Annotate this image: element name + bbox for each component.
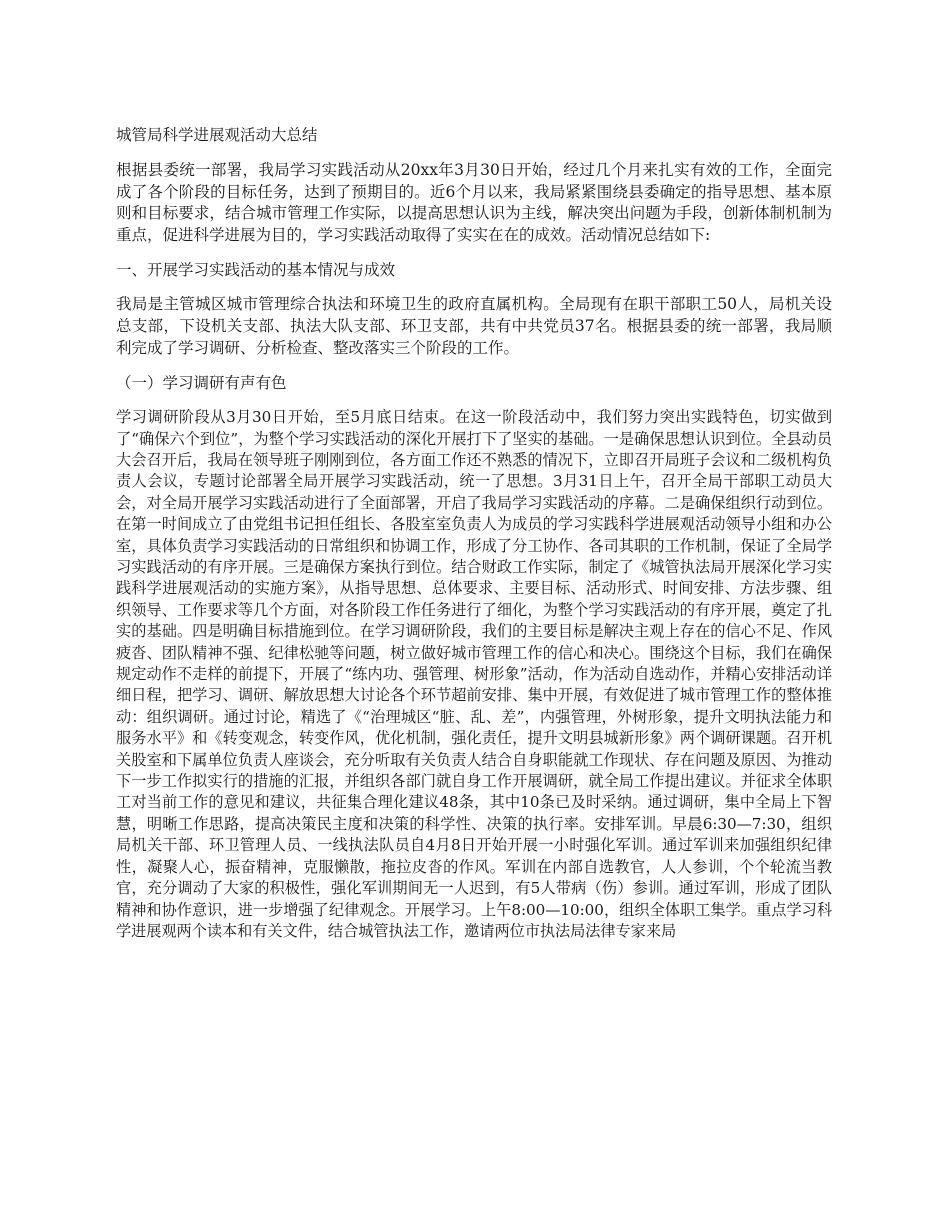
document-title: 城管局科学进展观活动大总结 xyxy=(116,126,318,144)
document-page xyxy=(116,122,832,953)
section-paragraph: 我局是主管城区城市管理综合执法和环境卫生的政府直属机构。全局现有在职干部职工50人，局机关设总支部，下设机关支部、执法大队支部、环卫支部，共有中共党员37名。根据县委的统一部署，我局顺利完成了学习调研、分析检查、整改落实三个阶段的工作。 xyxy=(116,295,832,357)
intro-paragraph: 根据县委统一部署，我局学习实践活动从20xx年3月30日开始，经过几个月来扎实有效的工作，全面完成了各个阶段的目标任务，达到了预期目的。近6个月以来，我局紧紧围绕县委确定的指导思想、基本原则和目标要求，结合城市管理工作实际，以提高思想认识为主线，解决突出问题为手段，创新体制机制为重点，促进科学进展为目的，学习实践活动取得了实实在在的成效。活动情况总结如下: xyxy=(116,161,832,244)
subsection-heading: （一）学习调研有声有色 xyxy=(116,374,287,393)
section-heading: 一、开展学习实践活动的基本情况与成效 xyxy=(116,261,396,280)
subsection-paragraph: 学习调研阶段从3月30日开始，至5月底日结束。在这一阶段活动中，我们努力突出实践特色，切实做到了“确保六个到位”，为整个学习实践活动的深化开展打下了坚实的基础。一是确保思想认识到位。全县动员大会召开后，我局在领导班子刚刚到位，各方面工作还不熟悉的情况下，立即召开局班子会议和二级机构负责人会议，专题讨论部署全局开展学习实践活动，统一了思想。3月31日上午，召开全局干部职工动员大会，对全局开展学习实践活动进行了全面部署，开启了我局学习实践活动的序幕。二是确保组织行动到位。在第一时间成立了由党组书记担任组长、各股室室负责人为成员的学习实践科学进展观活动领导小组和办公室，具体负责学习实践活动的日常组织和协调工作，形成了分工协作、各司其职的工作机制，保证了全局学习实践活动的有序开展。三是确保方案执行到位。结合财政工作实际，制定了《城管执法局开展深化学习实践科学进展观活动的实施方案》，从指导思想、总体要求、主要目标、活动形式、时间安排、方法步骤、组织领导、工作要求等几个方面，对各阶段工作任务进行了细化，为整个学习实践活动的有序开展，奠定了扎实的基础。四是明确目标措施到位。在学习调研阶段，我们的主要目标是解决主观上存在的信心不足、作风疲沓、团队精神不强、纪律松驰等问题，树立做好城市管理工作的信心和决心。围绕这个目标，我们在确保规定动作不走样的前提下，开展了“练内功、强管理、树形象”活动，作为活动自选动作，并精心安排活动详细日程，把学习、调研、解放思想大讨论各个环节超前安排、集中开展，有效促进了城市管理工作的整体推动：组织调研。通过讨论，精选了《“治理城区“脏、乱、差”，内强管理，外树形象，提升文明执法能力和服务水平》和《转变观念，转变作风，优化机制，强化责任，提升文明县城新形象》两个调研课题。召开机关股室和下属单位负责人座谈会，充分听取有关负责人结合自身职能就工作现状、存在问题及原因、为推动下一步工作拟实行的措施的汇报，并组织各部门就自身工作开展调研，就全局工作提出建议。并征求全体职工对当前工作的意见和建议，共征集合理化建议48条，其中10条已及时采纳。通过调研，集中全局上下智慧，明晰工作思路，提高决策民主度和决策的科学性、决策的执行率。安排军训。早晨6:30—7:30，组织局机关干部、环卫管理人员、一线执法队员自4月8日开始开展一小时强化军训。通过军训来加强组织纪律性，凝聚人心，振奋精神，克服懒散，拖拉皮沓的作风。军训在内部自选教官，人人参训，个个轮流当教官，充分调动了大家的积极性，强化军训期间无一人迟到，有5人带病（伤）参训。通过军训，形成了团队精神和协作意识，进一步增强了纪律观念。开展学习。上午8:00—10:00，组织全体职工集学。重点学习科学进展观两个读本和有关文件，结合城管执法工作，邀请两位市执法局法律专家来局 xyxy=(116,408,832,940)
